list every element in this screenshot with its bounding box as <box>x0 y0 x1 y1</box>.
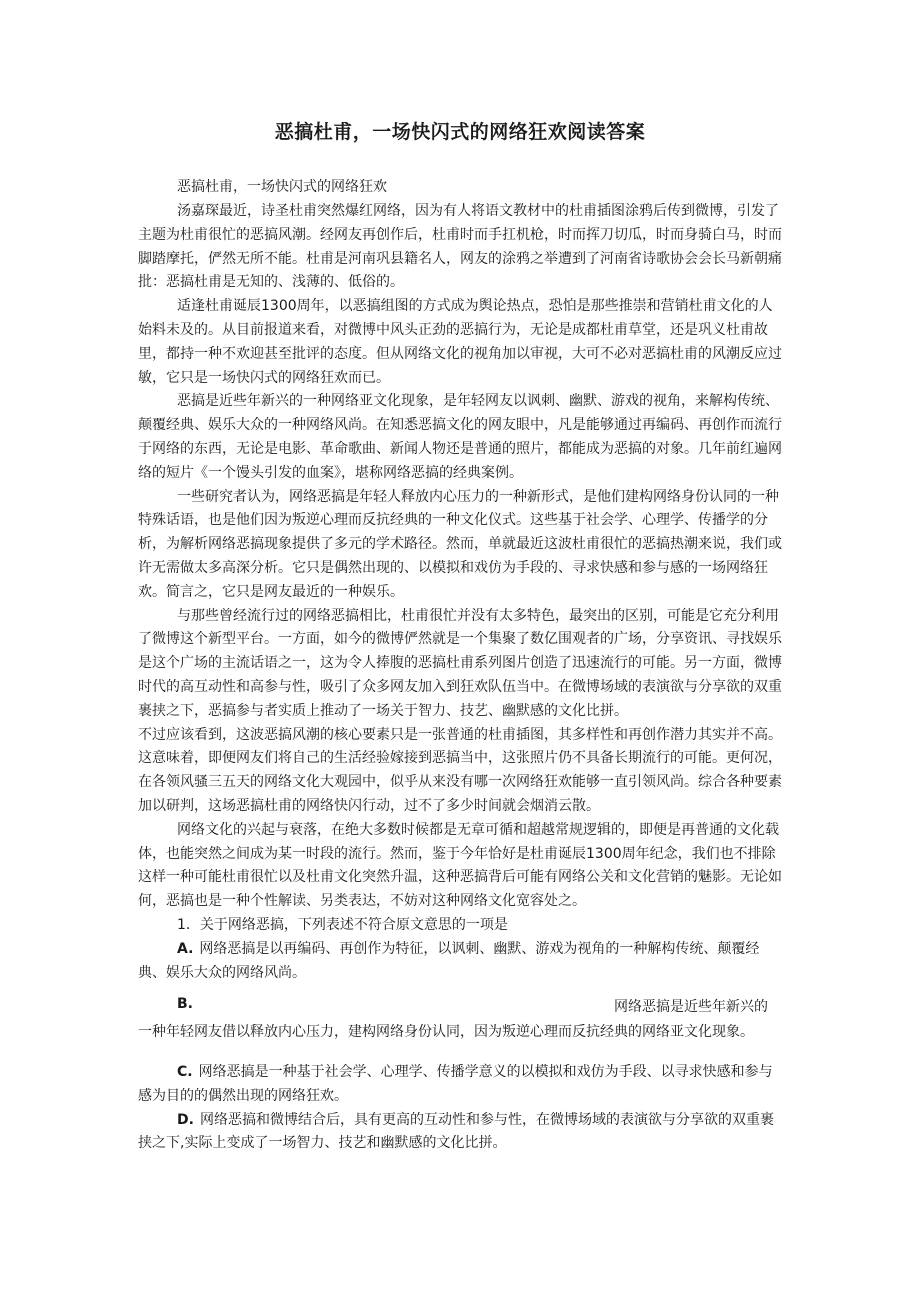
document-title: 恶搞杜甫，一场快闪式的网络狂欢阅读答案 <box>274 121 646 143</box>
option-c-label: C. <box>177 1064 193 1080</box>
option-d <box>138 1109 786 1157</box>
option-c <box>138 1061 786 1109</box>
paragraph-2: 适逢杜甫诞辰1300周年，以恶搞组图的方式成为舆论热点，恐怕是那些推崇和营销杜甫文化的人始料未及的。从目前报道来看，对微博中风头正劲的恶搞行为，无论是成都杜甫草堂，还是巩义杜甫故里，都持一种不欢迎甚至批评的态度。但从网络文化的视角加以审视，大可不必对恶搞杜甫的风潮反应过敏，它只是一场快闪式的网络狂欢而已。 <box>138 298 782 386</box>
options-cd <box>138 1061 786 1156</box>
option-a <box>138 938 786 986</box>
option-a-label: A. <box>177 940 194 957</box>
option-a-text: 网络恶搞是以再编码、再创作为特征，以讽刺、幽默、游戏为视角的一种解构传统、颠覆经典、娱乐大众的网络风尚。 <box>138 940 760 981</box>
paragraph-5: 与那些曾经流行过的网络恶搞相比，杜甫很忙并没有太多特色，最突出的区别，可能是它充分利用了微博这个新型平台。一方面，如今的微博俨然就是一个集聚了数亿围观者的广场，分享资讯、寻找娱乐是这个广场的主流话语之一，这为令人捧腹的恶搞杜甫系列图片创造了迅速流行的可能。另一方面，微博时代的高互动性和高参与性，吸引了众多网友加入到狂欢队伍当中。在微博场域的表演欲与分享欲的双重裹挟之下，恶搞参与者实质上推动了一场关于智力、技艺、幽默感的文化比拼。 <box>138 607 782 719</box>
paragraph-3: 恶搞是近些年新兴的一种网络亚文化现象，是年轻网友以讽刺、幽默、游戏的视角，来解构传统、颠覆经典、娱乐大众的一种网络风尚。在知悉恶搞文化的网友眼中，凡是能够通过再编码、再创作而流行于网络的东西，无论是电影、革命歌曲、新闻人物还是普通的照片，都能成为恶搞的对象。几年前红遍网络的短片《一个馒头引发的血案》，堪称网络恶搞的经典案例。 <box>138 393 782 481</box>
paragraph-6: 不过应该看到，这波恶搞风潮的核心要素只是一张普通的杜甫插图，其多样性和再创作潜力其实并不高。这意味着，即便网友们将自己的生活经验嫁接到恶搞当中，这张照片仍不具备长期流行的可能。更何况，在各领风骚三五天的网络文化大观园中，似乎从来没有哪一次网络狂欢能够一直引领风尚。综合各种要素加以研判，这场恶搞杜甫的网络快闪行动，过不了多少时间就会烟消云散。 <box>138 726 782 814</box>
article-body <box>138 200 786 985</box>
option-b-label: B. <box>177 996 193 1012</box>
article-subtitle <box>138 176 786 200</box>
question-stem: 1．关于网络恶搞，下列表述不符合原文意思的一项是 <box>177 916 508 933</box>
option-d-text: 网络恶搞和微博结合后，具有更高的互动性和参与性，在微博场域的表演欲与分享欲的双重裹挟之下,实际上变成了一场智力、技艺和幽默感的文化比拼。 <box>138 1111 774 1152</box>
paragraph-1: 汤嘉琛最近，诗圣杜甫突然爆红网络，因为有人将语文教材中的杜甫插图涂鸦后传到微博，引发了主题为杜甫很忙的恶搞风潮。经网友再创作后，杜甫时而手扛机枪，时而挥刀切瓜，时而身骑白马，时而脚踏摩托，俨然无所不能。杜甫是河南巩县籍名人，网友的涂鸦之举遭到了河南省诗歌协会会长马新朝痛批：恶搞杜甫是无知的、浅薄的、低俗的。 <box>138 203 782 291</box>
paragraph-4: 一些研究者认为，网络恶搞是年轻人释放内心压力的一种新形式，是他们建构网络身份认同的一种特殊话语，也是他们因为叛逆心理而反抗经典的一种文化仪式。这些基于社会学、心理学、传播学的分析，为解析网络恶搞现象提供了多元的学术路径。然而，单就最近这波杜甫很忙的恶搞热潮来说，我们或许无需做太多高深分析。它只是偶然出现的、以模拟和戏仿为手段的、寻求快感和参与感的一场网络狂欢。简言之，它只是网友最近的一种娱乐。 <box>138 488 782 600</box>
option-b-text-part1: 网络恶搞是近些年新兴的 <box>614 999 768 1015</box>
option-b-text-part2: 一种年轻网友借以释放内心压力，建构网络身份认同，因为叛逆心理而反抗经典的网络亚文化现象。 <box>138 1024 754 1040</box>
paragraph-7: 网络文化的兴起与衰落，在绝大多数时候都是无章可循和超越常规逻辑的，即便是再普通的文化载体，也能突然之间成为某一时段的流行。然而，鉴于今年恰好是杜甫诞辰1300周年纪念，我们也不排除这样一种可能杜甫很忙以及杜甫文化突然升温，这种恶搞背后可能有网络公关和文化营销的魅影。无论如何，恶搞也是一种个性解读、另类表达，不妨对这种网络文化宽容处之。 <box>138 821 782 910</box>
option-c-text: 网络恶搞是一种基于社会学、心理学、传播学意义的以模拟和戏仿为手段、以寻求快感和参与感为目的的偶然出现的网络狂欢。 <box>138 1064 773 1104</box>
subtitle-text: 恶搞杜甫，一场快闪式的网络狂欢 <box>177 179 387 195</box>
option-d-label: D. <box>177 1111 194 1128</box>
